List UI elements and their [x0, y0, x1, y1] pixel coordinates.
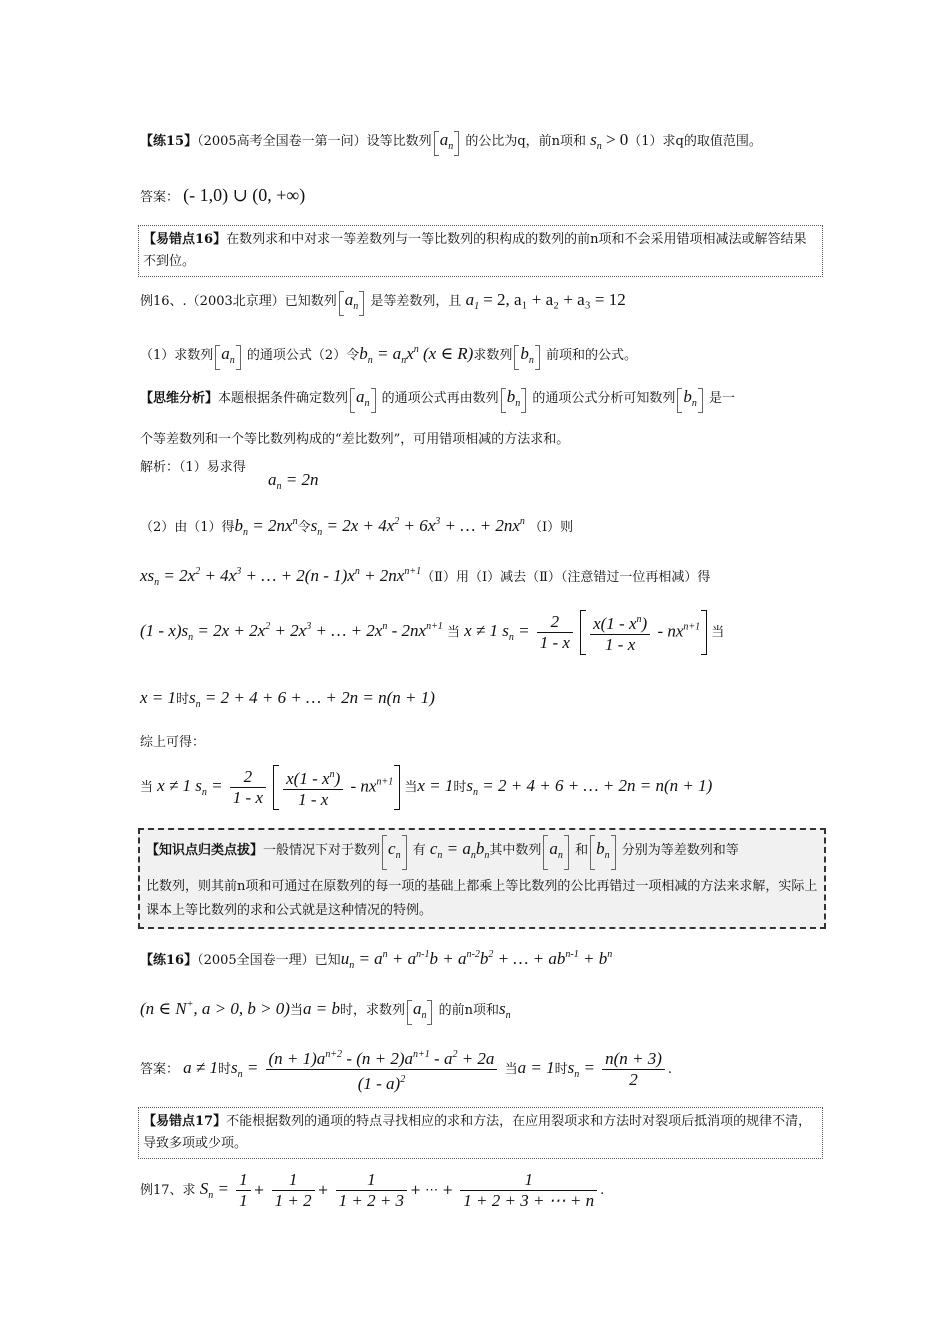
exercise-15: 【练15】（2005高考全国卷一第一问）设等比数列 $a_n$ 的公比为q，前n项和 $s_n > 0(1)$求q的取值范围。: [140, 130, 762, 157]
conclusion-label: 综上可得：: [140, 735, 206, 750]
seq-a: $a_n$: [434, 130, 460, 157]
an-formula: $a_n = 2n$: [268, 470, 319, 492]
pitfall-17-box: 【易错点17】不能根据数列的通项的特点寻找相应的求和方法，在应用裂项求和方法时对裂项后抵消项的规律不清，导致多项或少项。: [138, 1107, 823, 1159]
example-17: 例17、求 $S_n$ = $\frac{1}{1}$ + $\frac{1}{1 + 2}$ + $\frac{1}{1 + 2 + 3}$ + ⋯ + $\frac{1}{1 + 2 + 3 + \cdots + n}$ .: [140, 1170, 605, 1210]
exercise-16: 【练16】（2005全国卷一理）已知$u_n = a^n + a^{n-1}b + a^{n-2}b^2$ + … + $ab^{n-1} + b^n$: [140, 949, 613, 971]
solution-3: $xs_n = 2x^2 + 4x^3$ + … + $2(n - 1)x^n$ + $2nx^{n+1}(Ⅱ)$用（Ⅰ）减去（Ⅱ）（注意错过一位再相减）得: [140, 566, 711, 588]
analysis: 【思维分析】本题根据条件确定数列 $a_n$ 的通项公式再由数列 $b_n$ 的通项公式分析可知数列 $b_n$ 是一: [140, 387, 735, 414]
knowledge-box: 【知识点归类点拔】一般情况下对于数列 $c_n$ 有 $c_n = a_nb_n$其中数列 $a_n$ 和 $b_n$ 分别为等差数列和等 比数列，则其前n项和可通过在原数列的每一项的基础上都乘上等比数列的公比再错过一项相减的方法来求解，实际上课本上等比数列的求和公式就是这种情况的特例。: [138, 828, 826, 929]
solution-1: 解析：（1）易求得: [140, 460, 246, 475]
example-16: 例16、.（2003北京理）已知数列 $a_n$ 是等差数列，且 $a_1 = 2$, a₁ + a₂ + a₃ = 12: [140, 290, 626, 317]
solution-2: （2）由（1）得$b_n = 2nx^n$令$s_n = 2x + 4x^2 + 6x^3$ + … + $2nx^n$ （Ⅰ）则: [140, 516, 574, 538]
answer-16: 答案： a ≠ 1时$s_n$ = $\frac{(n + 1)a^{n+2} - (n + 2)a^{n+1} - a^2 + 2a}{(1 - a)^2}$ 当a = 1时$s_n$ = $\frac{n(n + 3)}{2}$ .: [140, 1045, 672, 1094]
analysis-cont: 个等差数列和一个等比数列构成的“差比数列”，可用错项相减的方法求和。: [140, 432, 570, 447]
solution-5: x = 1时$s_n = 2 + 4 + 6$ + … + 2n = n(n + 1): [140, 688, 435, 710]
exercise-16-cond: (n ∈ N+, a > 0, b > 0)当a = b时，求数列 $a_n$ 的前n项和$s_n$: [140, 995, 511, 1026]
answer-15: 答案： (- 1,0) ∪ (0, +∞): [140, 185, 306, 205]
conclusion: 当 x ≠ 1 $s_n$ = $\frac{2}{1 - x}$ $\frac{x(1 - x^n)}{1 - x}$ - $nx^{n+1}$ 当x = 1时$s_n = 2 + 4 + 6$ + … + 2n = n(n + 1): [140, 767, 713, 809]
exercise-tag: 【练15】: [140, 134, 198, 149]
example-16-questions: （1）求数列 $a_n$ 的通项公式（2）令$b_n = a_nx^n$ (x ∈ R)求数列 $b_n$ 前项和的公式。: [140, 340, 637, 371]
solution-4: $(1 - x)s_n = 2x + 2x^2 + 2x^3$ + … + $2x^n - 2nx^{n+1}$ 当 x ≠ 1 $s_n$ = $\frac{2}{1 - x}$ $\frac{x(1 - x^n)}{1 - x}$ - $nx^{n+1}$ 当: [140, 612, 725, 654]
pitfall-16-box: 【易错点16】在数列求和中对求一等差数列与一等比数列的积构成的数列的前n项和不会采用错项相减法或解答结果不到位。: [138, 225, 823, 277]
